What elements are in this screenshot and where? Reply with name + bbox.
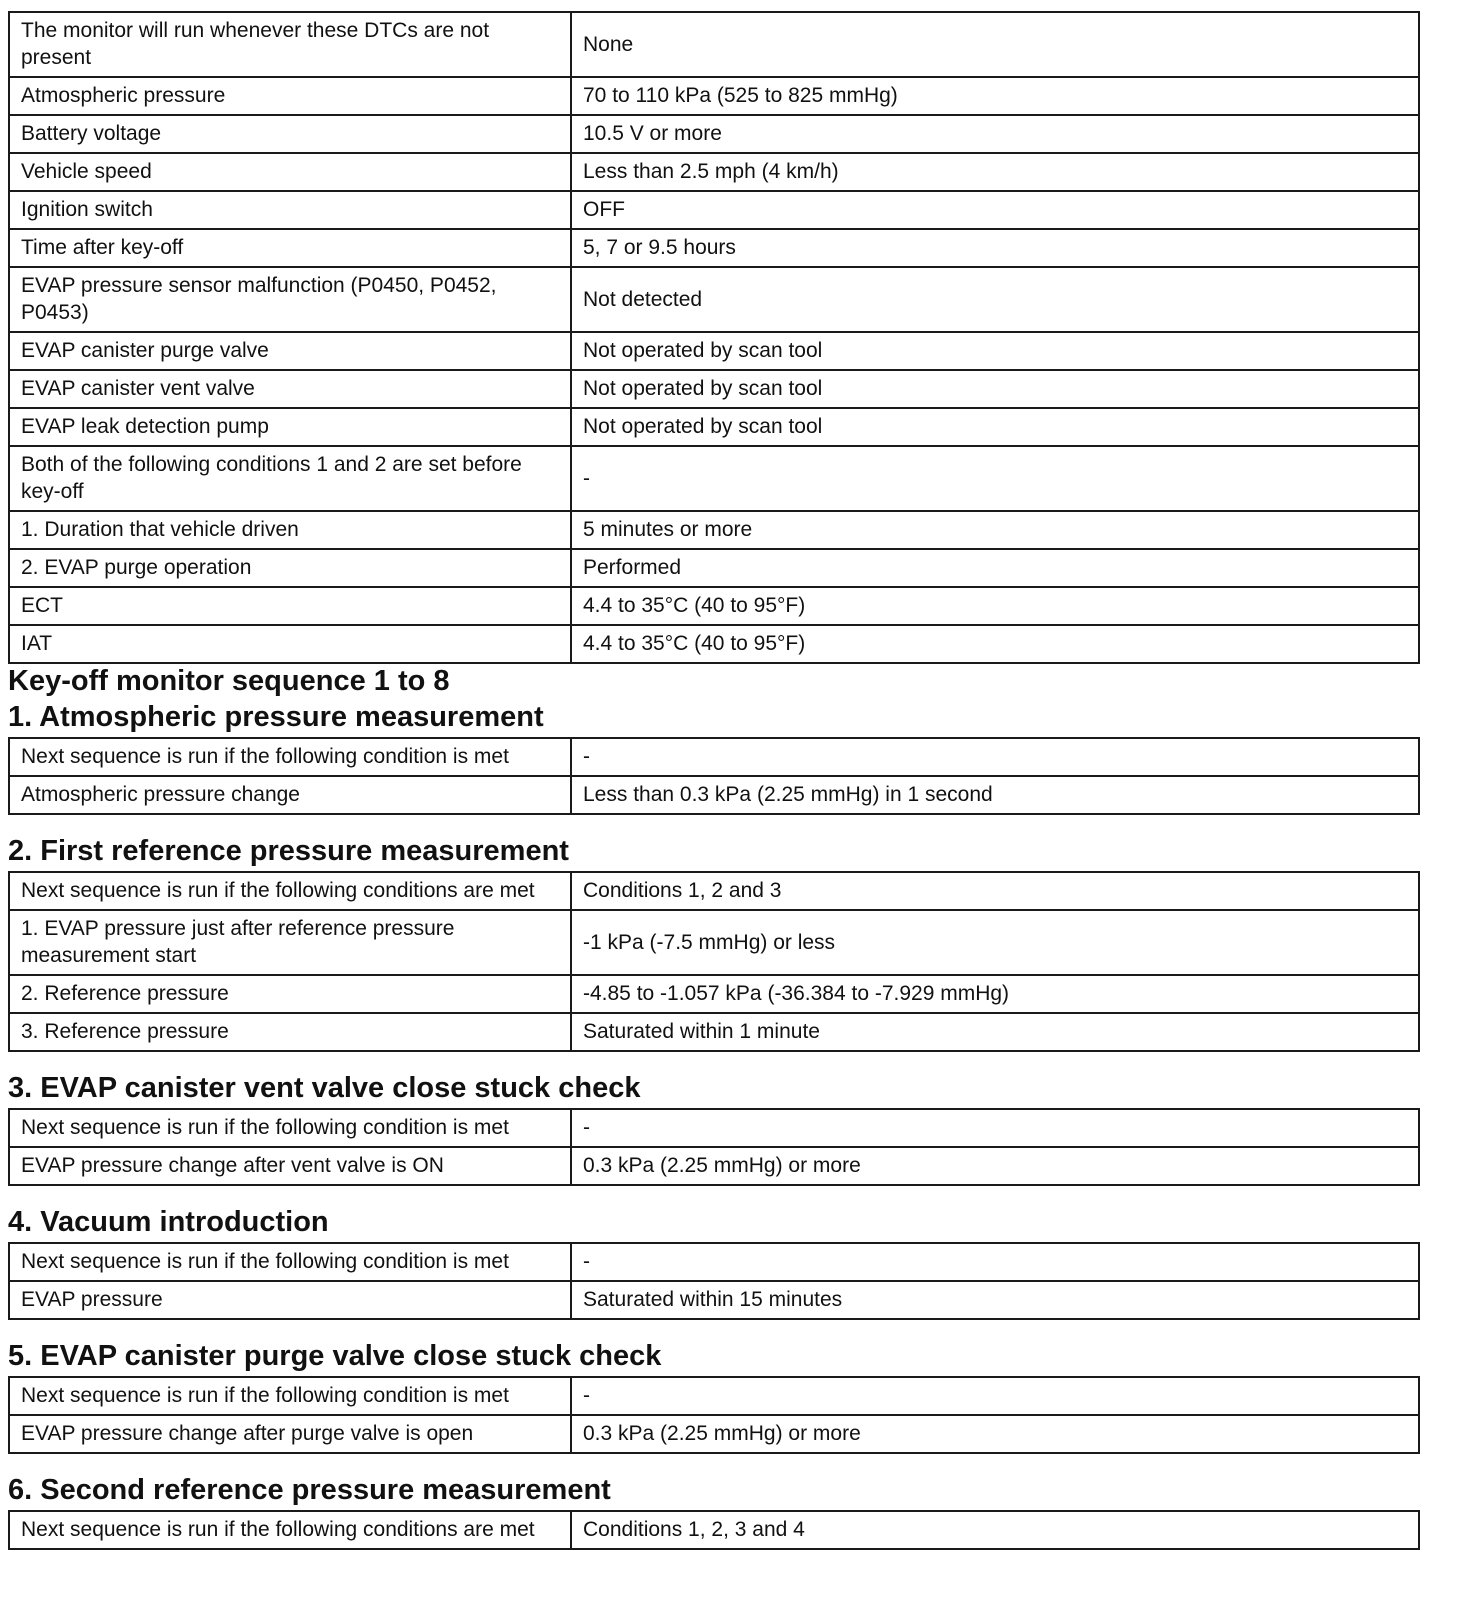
condition-value-cell: 4.4 to 35°C (40 to 95°F) [571,587,1419,625]
condition-item-cell: Next sequence is run if the following condition is met [9,1109,571,1147]
sequence-sections [8,700,1420,1550]
condition-value-cell: None [571,12,1419,77]
condition-value-cell: Not detected [571,267,1419,332]
condition-item-cell: EVAP pressure change after purge valve is open [9,1415,571,1453]
table-row [9,910,1419,975]
condition-item-cell: Vehicle speed [9,153,571,191]
table-row [9,549,1419,587]
condition-value-cell: - [571,446,1419,511]
condition-item-cell: EVAP leak detection pump [9,408,571,446]
document [8,11,1420,1550]
condition-item-cell: 1. Duration that vehicle driven [9,511,571,549]
table-row [9,587,1419,625]
condition-item-cell: Next sequence is run if the following conditions are met [9,1511,571,1549]
condition-item-cell: EVAP pressure change after vent valve is ON [9,1147,571,1185]
condition-value-cell: Conditions 1, 2 and 3 [571,872,1419,910]
condition-item-cell: EVAP canister vent valve [9,370,571,408]
condition-item-cell: Battery voltage [9,115,571,153]
condition-value-cell: Conditions 1, 2, 3 and 4 [571,1511,1419,1549]
table-row [9,408,1419,446]
condition-value-cell: 0.3 kPa (2.25 mmHg) or more [571,1147,1419,1185]
section-heading: 5. EVAP canister purge valve close stuck check [8,1340,662,1372]
table-row [9,1109,1419,1147]
condition-value-cell: 5 minutes or more [571,511,1419,549]
section-table [8,1242,1420,1320]
condition-value-cell: Not operated by scan tool [571,370,1419,408]
table-row [9,738,1419,776]
condition-value-cell: 0.3 kPa (2.25 mmHg) or more [571,1415,1419,1453]
condition-item-cell: EVAP canister purge valve [9,332,571,370]
condition-item-cell: EVAP pressure [9,1281,571,1319]
section-table [8,1376,1420,1454]
table-row [9,153,1419,191]
condition-value-cell: -1 kPa (-7.5 mmHg) or less [571,910,1419,975]
table-row [9,776,1419,814]
table-row [9,191,1419,229]
condition-item-cell: ECT [9,587,571,625]
condition-value-cell: Less than 0.3 kPa (2.25 mmHg) in 1 second [571,776,1419,814]
condition-value-cell: 4.4 to 35°C (40 to 95°F) [571,625,1419,663]
section-table [8,737,1420,815]
condition-item-cell: Next sequence is run if the following conditions are met [9,872,571,910]
table-row [9,1147,1419,1185]
condition-value-cell: Not operated by scan tool [571,332,1419,370]
condition-item-cell: Atmospheric pressure change [9,776,571,814]
section-heading: 1. Atmospheric pressure measurement [8,701,544,733]
condition-item-cell: Ignition switch [9,191,571,229]
table-row [9,511,1419,549]
table-row [9,446,1419,511]
table-row [9,1243,1419,1281]
section-table [8,1510,1420,1550]
table-row [9,332,1419,370]
condition-value-cell: - [571,738,1419,776]
condition-item-cell: EVAP pressure sensor malfunction (P0450, P0452, P0453) [9,267,571,332]
section-heading: 2. First reference pressure measurement [8,835,569,867]
condition-value-cell: - [571,1377,1419,1415]
condition-item-cell: Time after key-off [9,229,571,267]
condition-value-cell: Less than 2.5 mph (4 km/h) [571,153,1419,191]
table-row [9,229,1419,267]
section-table [8,1108,1420,1186]
table-row [9,1511,1419,1549]
table-row [9,1415,1419,1453]
condition-item-cell: Next sequence is run if the following condition is met [9,1243,571,1281]
condition-item-cell: 2. EVAP purge operation [9,549,571,587]
condition-value-cell: 70 to 110 kPa (525 to 825 mmHg) [571,77,1419,115]
section-heading: 4. Vacuum introduction [8,1206,329,1238]
condition-value-cell: - [571,1243,1419,1281]
table-row [9,625,1419,663]
table-row [9,975,1419,1013]
table-row [9,77,1419,115]
condition-item-cell: 2. Reference pressure [9,975,571,1013]
condition-value-cell: Not operated by scan tool [571,408,1419,446]
table-row [9,872,1419,910]
section-heading: 3. EVAP canister vent valve close stuck check [8,1072,641,1104]
condition-value-cell: Performed [571,549,1419,587]
table-row [9,1377,1419,1415]
condition-item-cell: 1. EVAP pressure just after reference pressure measurement start [9,910,571,975]
condition-value-cell: - [571,1109,1419,1147]
condition-item-cell: Next sequence is run if the following condition is met [9,1377,571,1415]
table-row [9,12,1419,77]
main-heading: Key-off monitor sequence 1 to 8 [8,665,450,697]
condition-item-cell: Atmospheric pressure [9,77,571,115]
table-row [9,1013,1419,1051]
condition-item-cell: IAT [9,625,571,663]
table-row [9,1281,1419,1319]
condition-item-cell: 3. Reference pressure [9,1013,571,1051]
section-heading: 6. Second reference pressure measurement [8,1474,611,1506]
condition-value-cell: Saturated within 15 minutes [571,1281,1419,1319]
condition-value-cell: OFF [571,191,1419,229]
table-row [9,370,1419,408]
table-row [9,267,1419,332]
condition-item-cell: The monitor will run whenever these DTCs are not present [9,12,571,77]
table-row [9,115,1419,153]
condition-value-cell: Saturated within 1 minute [571,1013,1419,1051]
section-table [8,871,1420,1052]
condition-value-cell: 10.5 V or more [571,115,1419,153]
conditions-table [8,11,1420,664]
condition-value-cell: 5, 7 or 9.5 hours [571,229,1419,267]
condition-value-cell: -4.85 to -1.057 kPa (-36.384 to -7.929 mmHg) [571,975,1419,1013]
condition-item-cell: Next sequence is run if the following condition is met [9,738,571,776]
condition-item-cell: Both of the following conditions 1 and 2 are set before key-off [9,446,571,511]
